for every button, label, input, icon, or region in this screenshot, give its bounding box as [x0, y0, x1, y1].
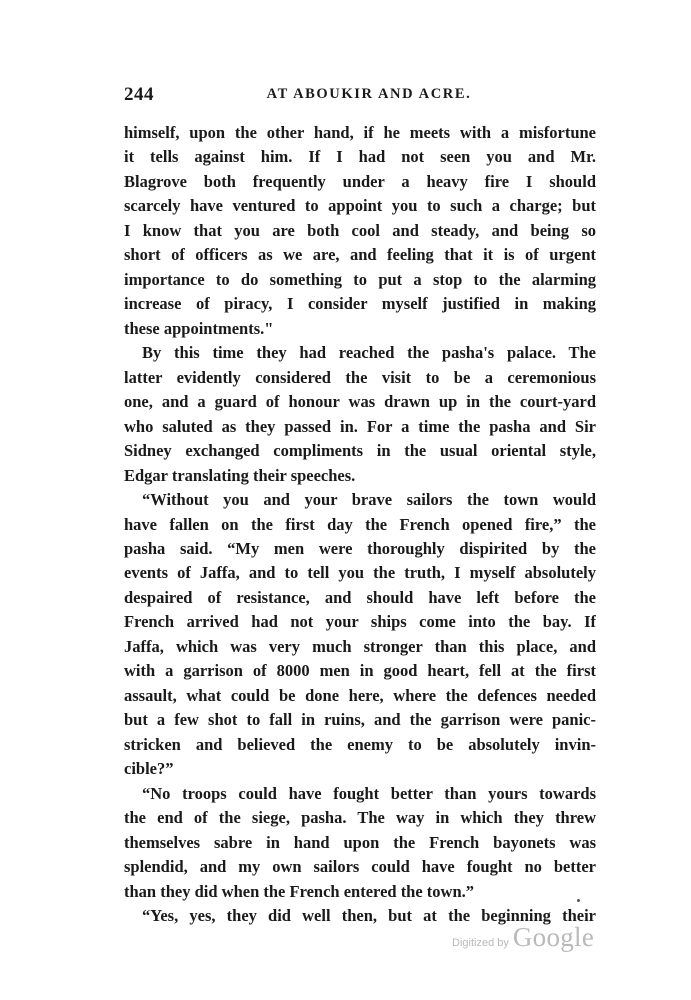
stray-ink-dot [577, 899, 580, 902]
text-line: scarcely have ventured to appoint you to such a charge; but [124, 196, 596, 216]
text-line: Sidney exchanged compliments in the usual oriental style, [124, 441, 596, 461]
text-line: these appointments." [124, 318, 274, 338]
text-line: events of Jaffa, and to tell you the truth, I myself absolutely [124, 563, 596, 583]
text-line: himself, upon the other hand, if he meets with a misfortune [124, 123, 596, 142]
text-line: latter evidently considered the visit to be a ceremonious [124, 367, 596, 387]
text-line: it tells against him. If I had not seen you and Mr. [124, 147, 596, 167]
body-text [124, 121, 596, 928]
text-line: increase of piracy, I consider myself justified in making [124, 294, 596, 314]
text-line: importance to do something to put a stop to the alarming [124, 269, 596, 289]
text-line: have fallen on the first day the French opened fire,” the [124, 514, 596, 534]
text-line: with a garrison of 8000 men in good heart, fell at the first [124, 661, 596, 681]
text-line: Jaffa, which was very much stronger than this place, and [124, 636, 596, 656]
page-header [124, 84, 596, 110]
text-line: the end of the siege, pasha. The way in which they threw [124, 808, 596, 828]
running-head: AT ABOUKIR AND ACRE. [266, 86, 472, 102]
text-line: assault, what could be done here, where the defences needed [124, 685, 596, 705]
text-line: but a few shot to fall in ruins, and the garrison were panic- [124, 710, 596, 730]
watermark-brand-logo: Google [512, 922, 595, 952]
digitized-watermark [452, 922, 594, 958]
text-line: stricken and believed the enemy to be absolutely invin- [124, 734, 596, 754]
text-line: one, and a guard of honour was drawn up in the court-yard [124, 392, 596, 412]
text-line: pasha said. “My men were thoroughly dispirited by the [124, 538, 596, 558]
text-line: who saluted as they passed in. For a time the pasha and Sir [124, 416, 596, 436]
text-line: “No troops could have fought better than yours towards [142, 783, 596, 803]
page-number: 244 [124, 84, 154, 105]
text-line: I know that you are both cool and steady, and being so [124, 220, 596, 240]
text-line: Edgar translating their speeches. [124, 465, 356, 485]
text-line: themselves sabre in hand upon the French bayonets was [124, 832, 596, 852]
text-line: By this time they had reached the pasha's palace. The [142, 343, 596, 363]
text-line: French arrived had not your ships come into the bay. If [124, 612, 596, 632]
text-line: “Yes, yes, they did well then, but at the beginning their [142, 906, 596, 925]
text-line: splendid, and my own sailors could have fought no better [124, 857, 596, 877]
watermark-prefix: Digitized by [452, 937, 509, 949]
text-line: short of officers as we are, and feeling that it is of urgent [124, 245, 596, 265]
text-line: than they did when the French entered the town.” [124, 881, 475, 901]
text-line: despaired of resistance, and should have left before the [124, 587, 596, 607]
text-line: “Without you and your brave sailors the town would [142, 490, 596, 510]
text-line: Blagrove both frequently under a heavy fire I should [124, 171, 596, 191]
text-line: cible?” [124, 759, 174, 779]
